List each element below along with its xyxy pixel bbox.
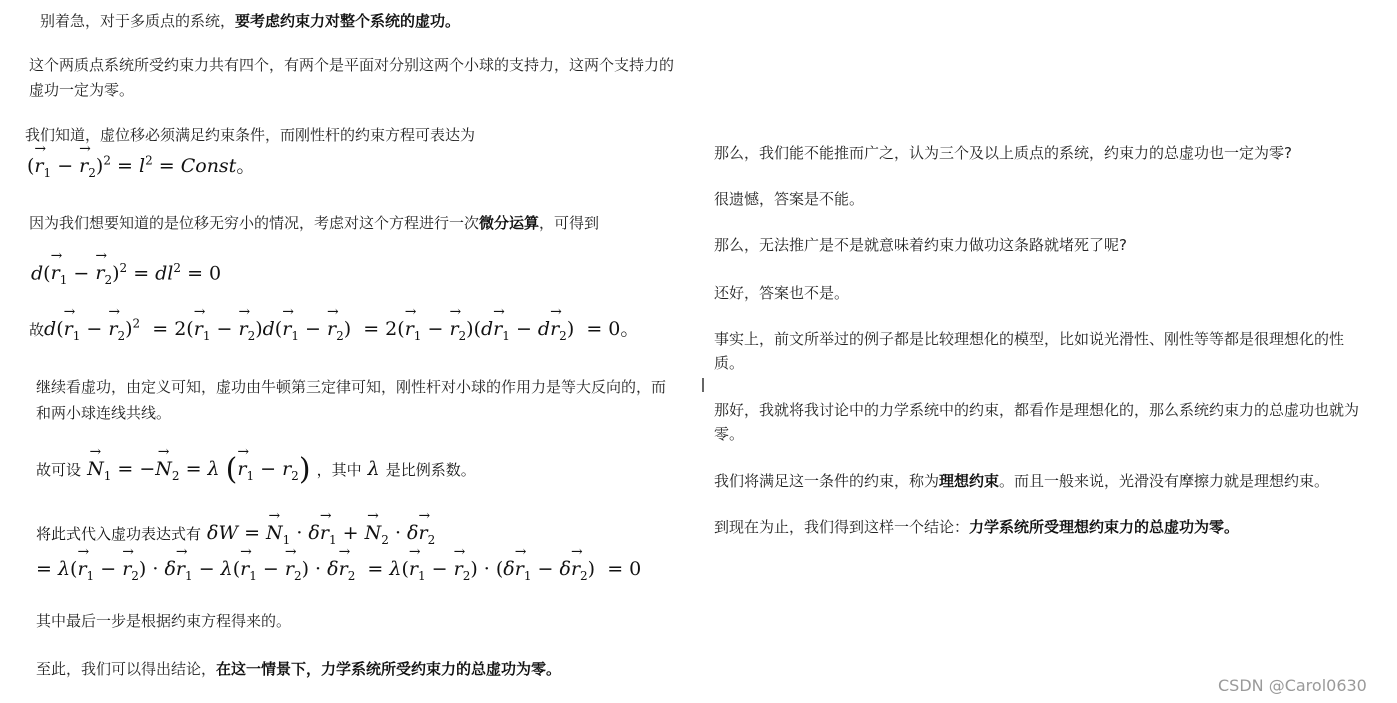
paragraph-newton-line1: 继续看虚功，由定义可知，虚功由牛顿第三定律可知，刚性杆对小球的作用力是等大反向的，而 — [36, 378, 667, 396]
ideal-constraint-tail: 。而且一般来说，光滑没有摩擦力就是理想约束。 — [999, 472, 1330, 490]
paragraph-constraint-equation: 我们知道，虚位移必须满足约束条件，而刚性杆的约束方程可表达为 — [25, 126, 476, 144]
force-pair-end: 是比例系数。 — [385, 461, 476, 479]
right-paragraph-not-either: 还好，答案也不是。 — [714, 284, 850, 302]
force-pair-prefix: 故可设 — [36, 461, 82, 479]
differential-tail-text: ，可得到 — [539, 214, 600, 232]
right-paragraph-final-conclusion — [714, 516, 1239, 538]
equation-constraint: (→ $r_1$ − → $r_2)^2 = l^2$ = Const。 — [27, 151, 255, 180]
paragraph-constraint-count-line2: 虚功一定为零。 — [29, 81, 135, 99]
final-conclusion-bold: 力学系统所受理想约束力的总虚功为零。 — [969, 518, 1240, 536]
equation-expanded: 故$d(\to r_1$ − → $r_2)^2 = 2(\to r_1$ − → $r_2)d(\to r_1$ − → $r_2) = 2(\to r_1$ − → $r_2)(d\to r_1 - d\to r_2) = 0$。 — [29, 314, 639, 343]
equation-differential: $d(\to r_1$ − → $r_2)^2 = dl^2 = 0$ — [31, 261, 221, 287]
virtual-work-prefix: 将此式代入虚功表达式有 — [36, 525, 202, 543]
paragraph-conclusion — [36, 658, 561, 680]
paragraph-differential — [29, 212, 599, 234]
right-paragraph-idealized-line2: 质。 — [714, 354, 745, 372]
expanded-prefix: 故 — [29, 321, 45, 339]
paragraph-constraint-count-line1: 这个两质点系统所受约束力共有四个，有两个是平面对分别这两个小球的支持力，这两个支持力的 — [29, 56, 675, 74]
right-paragraph-ideal-constraint — [714, 470, 1329, 492]
equation-virtual-work-2: = $\lambda(\to r_1$ − → $r_2) \cdot \delta\to r_1 - \lambda(\to r_1$ − → $r_2) \cdot \delta\to r_2 = \lambda(\to r_1$ − → $r_2) \cdot (\delta\to r_1 - \delta\to r_2) = 0$ — [36, 558, 641, 583]
ideal-constraint-bold: 理想约束 — [939, 472, 1000, 490]
column-divider — [702, 378, 704, 392]
paragraph-newton-line2: 和两小球连线共线。 — [36, 404, 172, 422]
paragraph-last-step: 其中最后一步是根据约束方程得来的。 — [36, 612, 292, 630]
ideal-constraint-text: 我们将满足这一条件的约束，称为 — [714, 472, 940, 490]
conclusion-text: 至此，我们可以得出结论， — [36, 660, 217, 678]
differential-bold-text: 微分运算 — [479, 214, 540, 232]
intro-text: 别着急，对于多质点的系统， — [40, 12, 236, 30]
conclusion-bold-text: 在这一情景下，力学系统所受约束力的总虚功为零。 — [216, 660, 562, 678]
right-paragraph-generalize: 那么，我们能不能推而广之，认为三个及以上质点的系统，约束力的总虚功也一定为零? — [714, 144, 1292, 162]
right-paragraph-idealized-line1: 事实上，前文所举过的例子都是比较理想化的模型，比如说光滑性、刚性等等都是很理想化的性 — [714, 330, 1345, 348]
differential-text: 因为我们想要知道的是位移无穷小的情况，考虑对这个方程进行一次 — [29, 214, 480, 232]
right-paragraph-no: 很遗憾，答案是不能。 — [714, 190, 865, 208]
paragraph-intro — [40, 10, 460, 32]
final-conclusion-text: 到现在为止，我们得到这样一个结论： — [714, 518, 970, 536]
equation-virtual-work-1: 将此式代入虚功表达式有 δW = → $N_1 \cdot \delta\to r_1$ + → $N_2 \cdot \delta\to r_2$ — [36, 522, 435, 547]
force-pair-tail: ，其中 — [316, 461, 362, 479]
right-paragraph-assumption-line1: 那好，我就将我讨论中的力学系统中的约束，都看作是理想化的，那么系统约束力的总虚功也就为 — [714, 401, 1360, 419]
watermark: CSDN @Carol0630 — [1218, 676, 1367, 695]
right-paragraph-dead-end: 那么，无法推广是不是就意味着约束力做功这条路就堵死了呢? — [714, 236, 1127, 254]
right-paragraph-assumption-line2: 零。 — [714, 425, 745, 443]
intro-bold-text: 要考虑约束力对整个系统的虚功。 — [235, 12, 461, 30]
equation-force-pair: 故可设 → $N_1$ = −→ $N_2 = \lambda$ (→ $r_1 - r_2$) ，其中 λ 是比例系数。 — [36, 452, 476, 487]
